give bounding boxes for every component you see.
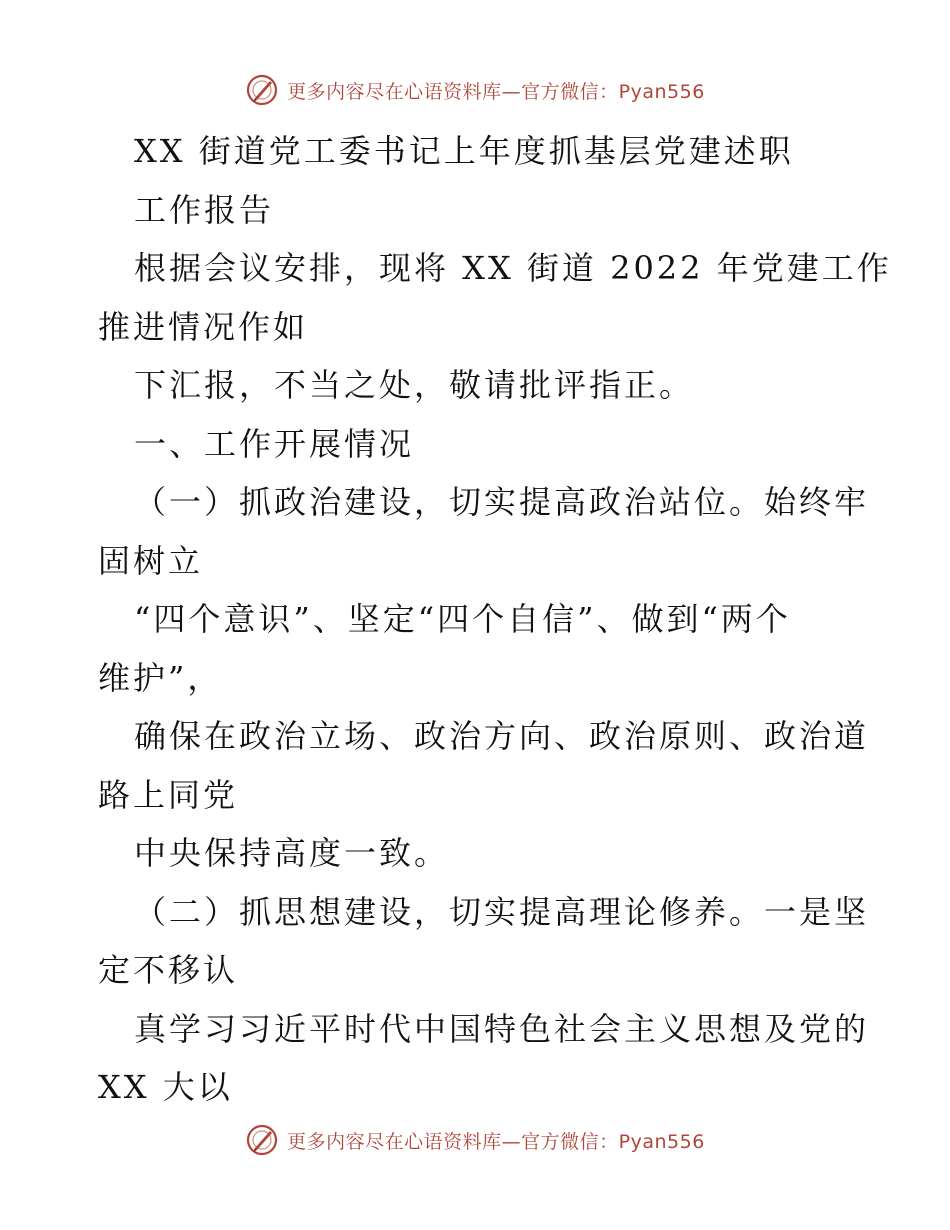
paragraph-line: 下汇报，不当之处，敬请批评指正。 bbox=[134, 366, 695, 404]
watermark-text: 更多内容尽在心语资料库—官方微信：Pyan556 bbox=[287, 80, 705, 103]
doc-title-line-1: XX 街道党工委书记上年度抓基层党建述职 bbox=[134, 132, 794, 170]
paragraph-line: 中央保持高度一致。 bbox=[134, 834, 450, 872]
paragraph-line: 定不移认 bbox=[98, 951, 239, 989]
footer-watermark-banner bbox=[0, 1120, 950, 1160]
paragraph-line: 真学习习近平时代中国特色社会主义思想及党的 bbox=[134, 1009, 870, 1048]
paragraph-line: 路上同党 bbox=[98, 775, 239, 814]
paragraph-line: XX 大以 bbox=[98, 1068, 233, 1106]
doc-title-line-2: 工作报告 bbox=[134, 190, 275, 229]
paragraph-line: （一）抓政治建设，切实提高政治站位。始终牢 bbox=[134, 483, 870, 521]
paragraph-line: 确保在政治立场、政治方向、政治原则、政治道 bbox=[134, 717, 870, 755]
quill-pen-logo-icon bbox=[245, 73, 279, 107]
paragraph-line: 维护”， bbox=[98, 658, 223, 697]
paragraph-line: 固树立 bbox=[98, 541, 204, 580]
watermark-text: 更多内容尽在心语资料库—官方微信：Pyan556 bbox=[287, 1130, 705, 1153]
quill-pen-logo-icon bbox=[245, 1123, 279, 1157]
paragraph-line: “四个意识”、坚定“四个自信”、做到“两个 bbox=[134, 600, 791, 638]
paragraph-line: （二）抓思想建设，切实提高理论修养。一是坚 bbox=[134, 892, 870, 931]
document-body bbox=[98, 122, 892, 1117]
paragraph-line: 根据会议安排，现将 XX 街道 2022 年党建工作 bbox=[134, 249, 892, 287]
paragraph-line: 推进情况作如 bbox=[98, 307, 309, 346]
section-heading: 一、工作开展情况 bbox=[134, 424, 415, 463]
header-watermark-banner bbox=[0, 70, 950, 110]
